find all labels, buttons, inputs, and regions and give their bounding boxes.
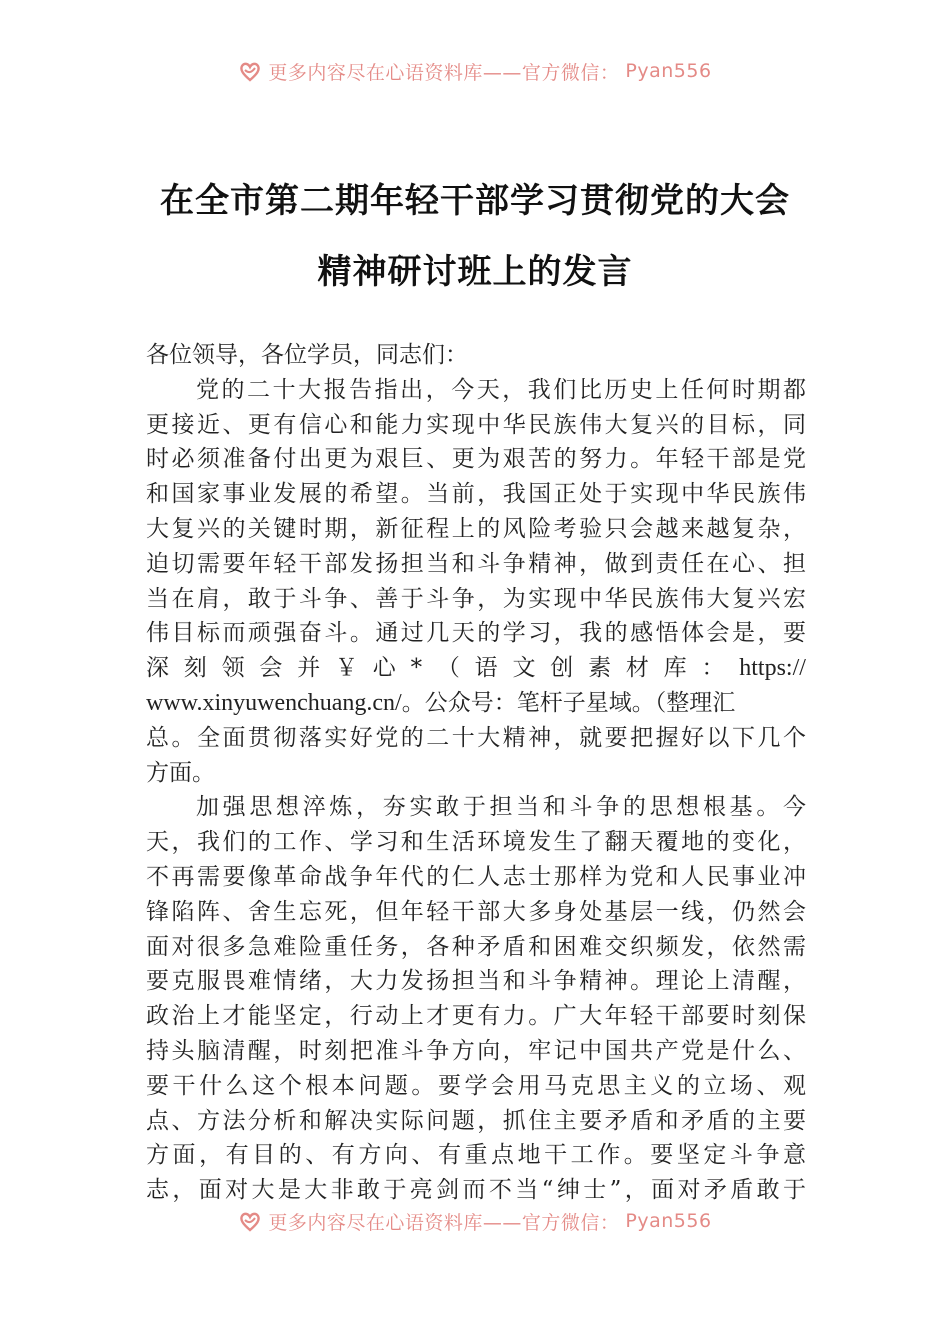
source-label-char: 创 bbox=[550, 655, 574, 682]
source-label-char: 库 bbox=[663, 655, 687, 682]
paragraph-2-line: 要克服畏难情绪，大力发扬担当和斗争精神。理论上清醒， bbox=[146, 968, 806, 995]
paragraph-1-source-line bbox=[146, 651, 806, 686]
paragraph-2-line: 政治上才能坚定，行动上才更有力。广大年轻干部要时刻保 bbox=[146, 1003, 806, 1030]
watermark-footer bbox=[0, 1206, 950, 1236]
source-label-char: （ bbox=[436, 655, 460, 682]
source-label-char: 文 bbox=[512, 655, 536, 682]
paragraph-1-line: 迫切需要年轻干部发扬担当和斗争精神，做到责任在心、担 bbox=[146, 550, 806, 577]
paragraph-1-line: 更接近、更有信心和能力实现中华民族伟大复兴的目标，同 bbox=[146, 411, 806, 438]
source-label-char: * bbox=[410, 655, 423, 682]
heart-logo-icon bbox=[238, 59, 262, 83]
source-url[interactable]: www.xinyuwenchuang.cn/ bbox=[146, 689, 402, 716]
source-label-char: 素 bbox=[588, 655, 612, 682]
document-title-line-2: 精神研讨班上的发言 bbox=[317, 252, 633, 292]
source-label-char: 领 bbox=[221, 655, 245, 682]
source-label-char: 心 bbox=[372, 655, 396, 682]
paragraph-1-line: 总。全面贯彻落实好党的二十大精神，就要把握好以下几个 bbox=[146, 724, 806, 751]
document-title-line-1: 在全市第二期年轻干部学习贯彻党的大会 bbox=[160, 181, 790, 221]
paragraph-1-url-line bbox=[146, 686, 806, 721]
watermark-text: 更多内容尽在心语资料库——官方微信： bbox=[268, 61, 620, 84]
source-label-char: ： bbox=[701, 655, 725, 682]
source-label-char: 深 bbox=[146, 655, 169, 682]
watermark-header bbox=[0, 56, 950, 86]
paragraph-1-line: 大复兴的关键时期，新征程上的风险考验只会越来越复杂， bbox=[146, 515, 806, 542]
source-label-char: 材 bbox=[625, 655, 649, 682]
paragraph-2-line: 天，我们的工作、学习和生活环境发生了翻天覆地的变化， bbox=[146, 829, 806, 856]
source-label-char: ￥ bbox=[334, 655, 358, 682]
source-label-char: 会 bbox=[259, 655, 283, 682]
source-url-trailing-text: 。公众号：笔杆子星域。（整理汇 bbox=[401, 689, 736, 716]
paragraph-2-line: 点、方法分析和解决实际问题，抓住主要矛盾和矛盾的主要 bbox=[146, 1107, 806, 1134]
paragraph-2-line: 加强思想淬炼，夯实敢于担当和斗争的思想根基。今 bbox=[196, 794, 806, 821]
paragraph-2-line: 方面，有目的、有方向、有重点地干工作。要坚定斗争意 bbox=[146, 1142, 806, 1169]
paragraph-1-line: 时必须准备付出更为艰巨、更为艰苦的努力。年轻干部是党 bbox=[146, 446, 806, 473]
watermark-text: 更多内容尽在心语资料库——官方微信： bbox=[268, 1211, 620, 1234]
paragraph-1-line: 党的二十大报告指出，今天，我们比历史上任何时期都 bbox=[196, 376, 806, 403]
paragraph-2-line: 志，面对大是大非敢于亮剑而不当“绅士”，面对矛盾敢于 bbox=[146, 1177, 806, 1204]
salutation: 各位领导，各位学员，同志们： bbox=[146, 342, 468, 368]
source-url-prefix[interactable]: https:// bbox=[739, 655, 806, 682]
watermark-id: Pyan556 bbox=[625, 60, 712, 82]
paragraph-1-line: 当在肩，敢于斗争、善于斗争，为实现中华民族伟大复兴宏 bbox=[146, 585, 806, 612]
paragraph-2-line: 要干什么这个根本问题。要学会用马克思主义的立场、观 bbox=[146, 1072, 806, 1099]
paragraph-2-line: 不再需要像革命战争年代的仁人志士那样为党和人民事业冲 bbox=[146, 863, 806, 890]
paragraph-1-line: 方面。 bbox=[146, 759, 215, 786]
paragraph-2-line: 持头脑清醒，时刻把准斗争方向，牢记中国共产党是什么、 bbox=[146, 1037, 806, 1064]
watermark-id: Pyan556 bbox=[625, 1210, 712, 1232]
source-label-char: 刻 bbox=[183, 655, 207, 682]
paragraph-1-line: 伟目标而顽强奋斗。通过几天的学习，我的感悟体会是，要 bbox=[146, 620, 806, 647]
paragraph-2-line: 锋陷阵、舍生忘死，但年轻干部大多身处基层一线，仍然会 bbox=[146, 898, 806, 925]
document-body bbox=[146, 338, 806, 1208]
heart-logo-icon bbox=[238, 1209, 262, 1233]
source-label-char: 语 bbox=[474, 655, 498, 682]
source-label-char: 并 bbox=[297, 655, 321, 682]
paragraph-2-line: 面对很多急难险重任务，各种矛盾和困难交织频发，依然需 bbox=[146, 933, 806, 960]
paragraph-1-line: 和国家事业发展的希望。当前，我国正处于实现中华民族伟 bbox=[146, 481, 806, 508]
